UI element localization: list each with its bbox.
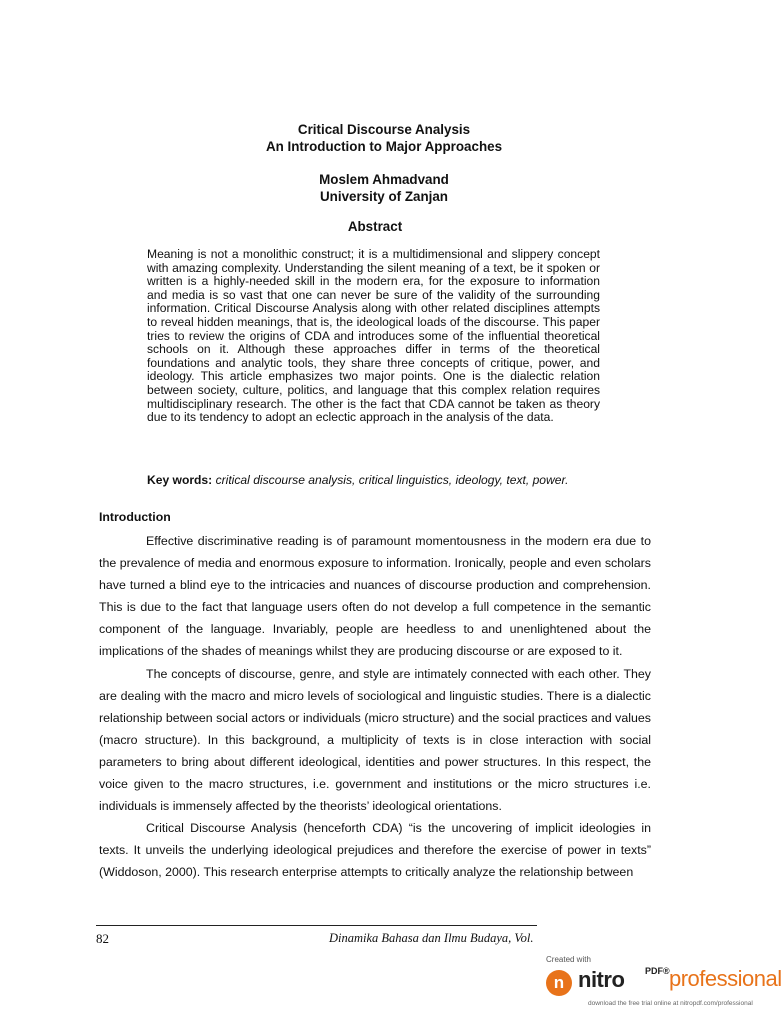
page-number: 82 (96, 931, 109, 946)
abstract-text: Meaning is not a monolithic construct; it is a multidimensional and slippery concept with amazing complexity. Understanding the silent meaning of a text, be it spoken or written is a highly-needed skill in the modern era, for the exposure to information and media is so vast that one can never be sure of the validity of the surrounding information. Critical Discourse Analysis along with other related disciplines attempts to reveal hidden meanings, that is, the ideological loads of the discourse. This paper tries to review the origins of CDA and introduces some of the influential theoretical schools on it. Although these approaches differ in terms of the theoretical foundations and analytic tools, they share three concepts of critique, power, and ideology. This article emphasizes two major points. One is the dialectic relation between society, culture, politics, and language that this complex relation requires multidisciplinary research. The other is the fact that CDA cannot be taken as theory due to its tendency to adopt an eclectic approach in the analysis of the data. (147, 247, 600, 425)
created-with-label: Created with (546, 955, 591, 964)
journal-name: Dinamika Bahasa dan Ilmu Budaya, Vol. (329, 931, 534, 945)
author-name: Moslem Ahmadvand (319, 172, 449, 187)
nitro-watermark[interactable] (543, 955, 782, 1015)
author-affiliation: University of Zanjan (320, 189, 448, 204)
footer-divider (96, 925, 537, 926)
introduction-heading: Introduction (99, 510, 171, 524)
nitro-trial-text: download the free trial online at nitropdf.com/professional (588, 1000, 753, 1007)
keywords-label: Key words: (147, 473, 213, 487)
body-text (99, 530, 651, 884)
keywords-line (147, 473, 617, 487)
nitro-brand: nitro (578, 967, 625, 992)
keywords-list: critical discourse analysis, critical linguistics, ideology, text, power. (215, 473, 569, 487)
title-block (0, 121, 768, 205)
paper-subtitle: An Introduction to Major Approaches (265, 139, 503, 154)
paragraph: The concepts of discourse, genre, and style are intimately connected with each other. They are dealing with the macro and micro levels of sociological and linguistic studies. There is a dialectic relationship between social actors or individuals (micro structure) and the social practices and values (macro structure). In this background, a multiplicity of texts is in close interaction with social parameters to bring about different ideological, identities and power structures. In this respect, the voice given to the macro structures, i.e. government and institutions or the micro structures i.e. individuals is immensely affected by the theorists’ ideological orientations. (99, 666, 651, 814)
nitro-edition: professional (669, 966, 782, 991)
nitro-logo-icon: n (546, 970, 572, 996)
nitro-pdf-mark: PDF® (645, 966, 670, 976)
paper-title: Critical Discourse Analysis (297, 122, 471, 137)
abstract-heading: Abstract (347, 219, 403, 234)
paragraph: Critical Discourse Analysis (henceforth CDA) “is the uncovering of implicit ideologies in texts. It unveils the underlying ideological prejudices and therefore the exercise of power in texts” (Widdoson, 2000). This research enterprise attempts to critically analyze the relationship between (99, 821, 651, 880)
paragraph: Effective discriminative reading is of paramount momentousness in the modern era due to the prevalence of media and enormous exposure to information. Ironically, people and even scholars have turned a blind eye to the intricacies and nuances of discourse production and comprehension. This is due to the fact that language users often do not develop a full competence in the semantic component of the language. Invariably, people are heedless to and unenlightened about the implications of the shades of meanings whilst they are producing discourse or are exposed to it. (99, 534, 651, 659)
